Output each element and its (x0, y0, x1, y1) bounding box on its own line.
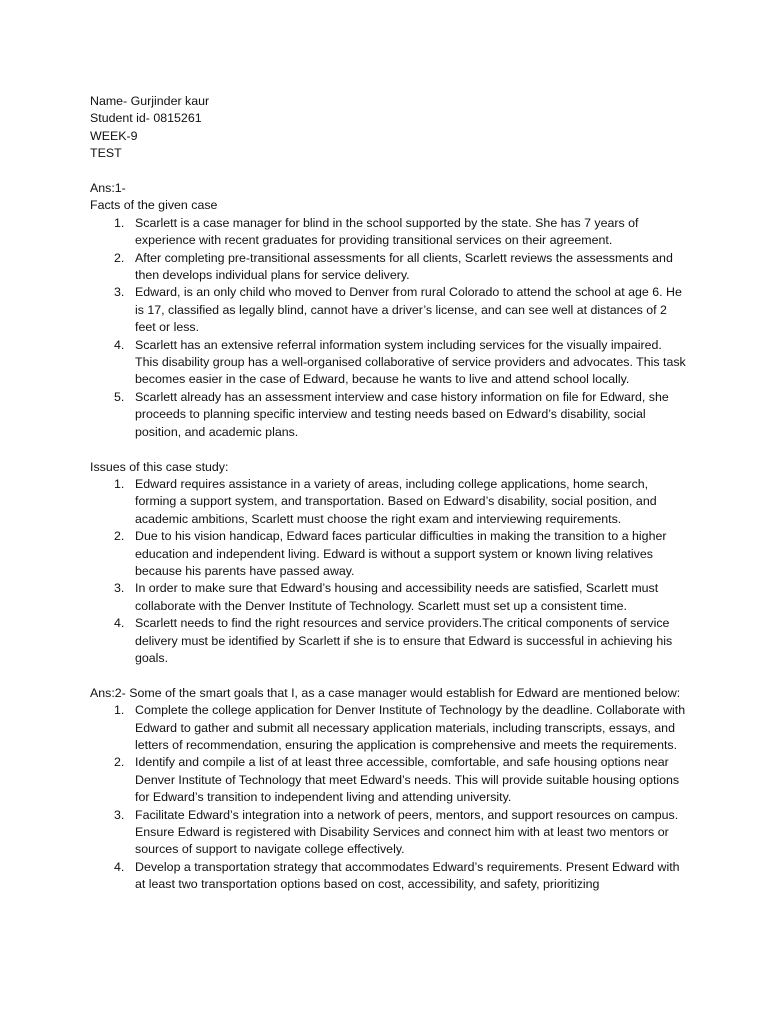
list-item: 1. Edward requires assistance in a variety of areas, including college applications, home search, forming a support system, and transportation. Based on Edward’s disability, social position, and academic ambitions, Scarlett must choose the right exam and interviewing requirements. (114, 476, 657, 526)
test-label: TEST (90, 146, 122, 161)
student-id: Student id- 0815261 (90, 111, 202, 126)
student-name: Name- Gurjinder kaur (90, 94, 210, 108)
goals-list (90, 702, 688, 893)
list-item: 1. Scarlett is a case manager for blind in the school supported by the state. She has 7 years of experience with recent graduates for providing transitional services on their agreement. (114, 215, 639, 248)
list-item: 4. Scarlett has an extensive referral information system including services for the visually impaired. This disability group has a well-organised collaborative of service providers and advocates. This task becomes easier in the case of Edward, because he wants to live and attend school locally. (114, 337, 686, 387)
list-item: 1. Complete the college application for Denver Institute of Technology by the deadline. Collaborate with Edward to gather and submit all necessary application materials, including transcripts, essays, and letters of recommendation, ensuring the application is comprehensive and meets the requirements. (114, 703, 686, 752)
list-item: 4. Scarlett needs to find the right resources and service providers.The critical components of service delivery must be identified by Scarlett if she is to ensure that Edward is successful in achieving his goals. (114, 616, 673, 665)
list-item: 3. In order to make sure that Edward’s housing and accessibility needs are satisfied, Scarlett must collaborate with the Denver Institute of Technology. Scarlett must set up a consistent time. (114, 581, 659, 613)
week-label: WEEK-9 (90, 128, 138, 143)
answer-1-label: Ans:1- (90, 181, 126, 196)
issues-list (90, 476, 688, 667)
issues-heading: Issues of this case study: (90, 459, 229, 474)
facts-heading: Facts of the given case (90, 198, 218, 213)
facts-list (90, 215, 688, 441)
answer-2-intro: Ans:2- Some of the smart goals that I, as a case manager would establish for Edward are mentioned below: (90, 685, 681, 700)
list-item: 2. Due to his vision handicap, Edward faces particular difficulties in making the transition to a higher education and independent living. Edward is without a support system or known living relatives because his parents have passed away. (114, 529, 667, 578)
list-item: 2. After completing pre-transitional assessments for all clients, Scarlett reviews the assessments and then develops individual plans for service delivery. (114, 250, 673, 283)
list-item: 2. Identify and compile a list of at least three accessible, comfortable, and safe housing options near Denver Institute of Technology that meet Edward’s needs. This will provide suitable housing options for Edward’s transition to independent living and attending university. (114, 755, 680, 805)
list-item: 4. Develop a transportation strategy that accommodates Edward’s requirements. Present Edward with at least two transportation options based on cost, accessibility, and safety, prioritizing (114, 859, 680, 892)
list-item: 3. Facilitate Edward’s integration into a network of peers, mentors, and support resources on campus. Ensure Edward is registered with Disability Services and connect him with at least two mentors or sources of support to navigate college effectively. (114, 807, 679, 857)
list-item: 3. Edward, is an only child who moved to Denver from rural Colorado to attend the school at age 6. He is 17, classified as legally blind, cannot have a driver’s license, and can see well at distances of 2 feet or less. (114, 285, 682, 335)
list-item: 5. Scarlett already has an assessment interview and case history information on file for Edward, she proceeds to planning specific interview and testing needs based on Edward’s disability, social position, and academic plans. (114, 389, 669, 439)
